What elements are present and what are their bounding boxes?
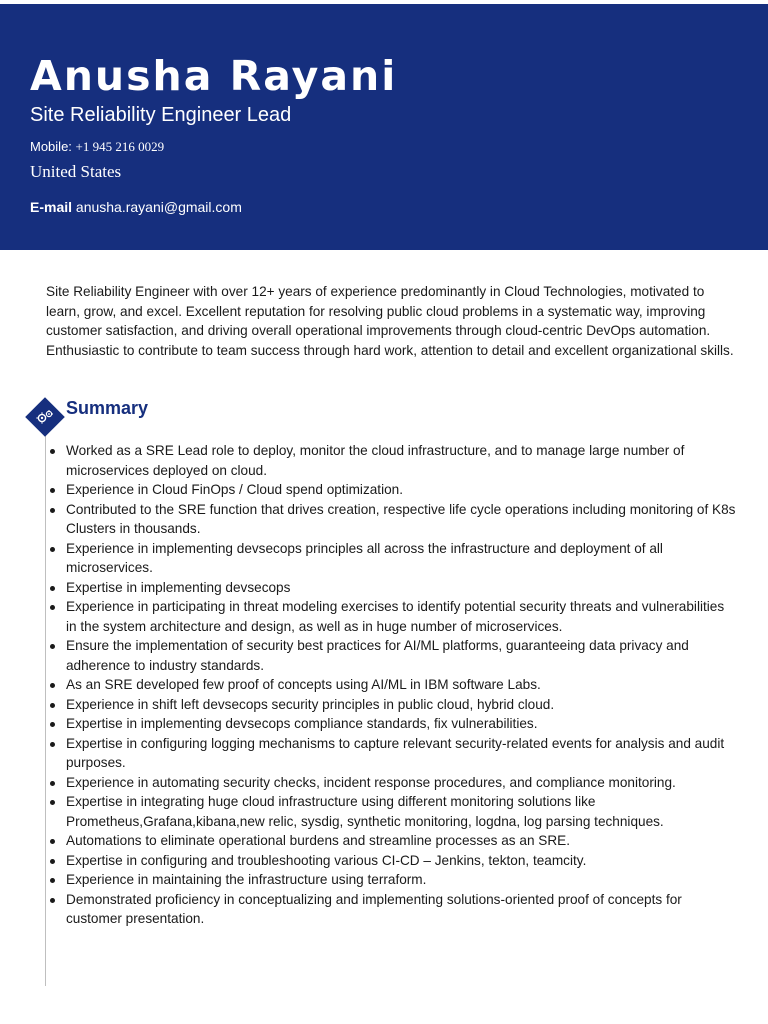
- list-item: Experience in maintaining the infrastructure using terraform.: [48, 870, 738, 890]
- list-item: Expertise in integrating huge cloud infrastructure using different monitoring solutions like Prometheus,Grafana,kibana,new relic, sysdig, synthetic monitoring, logdna, log parsing techniques.: [48, 792, 738, 831]
- list-item: Expertise in configuring logging mechanisms to capture relevant security-related events for analysis and audit purposes.: [48, 734, 738, 773]
- list-item: Experience in implementing devsecops principles all across the infrastructure and deployment of all microservices.: [48, 539, 738, 578]
- list-item: Experience in participating in threat modeling exercises to identify potential security threats and vulnerabilities in the system architecture and design, as well as in huge number of microservices.: [48, 597, 738, 636]
- list-item: Demonstrated proficiency in conceptualizing and implementing solutions-oriented proof of concepts for customer presentation.: [48, 890, 738, 929]
- list-item: Experience in automating security checks, incident response procedures, and compliance monitoring.: [48, 773, 738, 793]
- list-item: Experience in shift left devsecops security principles in public cloud, hybrid cloud.: [48, 695, 738, 715]
- list-item: As an SRE developed few proof of concepts using AI/ML in IBM software Labs.: [48, 675, 738, 695]
- mobile-line: [30, 139, 164, 155]
- gears-icon: [34, 406, 56, 428]
- intro-paragraph: Site Reliability Engineer with over 12+ years of experience predominantly in Cloud Technologies, motivated to learn, grow, and excel. Excellent reputation for resolving public cloud problems in a systematic way, improving customer satisfaction, and driving overall operational improvements through cloud-centric DevOps automation. Enthusiastic to contribute to team success through hard work, attention to detail and excellent organizational skills.: [46, 284, 734, 358]
- summary-heading: Summary: [66, 398, 149, 418]
- list-item: Contributed to the SRE function that drives creation, respective life cycle operations including monitoring of K8s Clusters in thousands.: [48, 500, 738, 539]
- list-item: Expertise in configuring and troubleshooting various CI-CD – Jenkins, tekton, teamcity.: [48, 851, 738, 871]
- location: United States: [30, 162, 122, 181]
- mobile-label: Mobile:: [30, 139, 72, 154]
- list-item: Automations to eliminate operational burdens and streamline processes as an SRE.: [48, 831, 738, 851]
- email-label: E-mail: [30, 199, 73, 215]
- candidate-name: Anusha Rayani: [30, 52, 398, 100]
- list-item: Ensure the implementation of security best practices for AI/ML platforms, guaranteeing data privacy and adherence to industry standards.: [48, 636, 738, 675]
- list-item: Expertise in implementing devsecops: [48, 578, 738, 598]
- summary-list: [48, 441, 738, 929]
- resume-header: [0, 4, 768, 250]
- email-address[interactable]: anusha.rayani@gmail.com: [75, 199, 242, 215]
- mobile-number: +1 945 216 0029: [75, 139, 165, 154]
- job-title: Site Reliability Engineer Lead: [30, 104, 292, 126]
- section-divider-line: [45, 432, 46, 986]
- list-item: Experience in Cloud FinOps / Cloud spend optimization.: [48, 480, 738, 500]
- email-line: [30, 199, 242, 215]
- list-item: Worked as a SRE Lead role to deploy, monitor the cloud infrastructure, and to manage large number of microservices deployed on cloud.: [48, 441, 738, 480]
- list-item: Expertise in implementing devsecops compliance standards, fix vulnerabilities.: [48, 714, 738, 734]
